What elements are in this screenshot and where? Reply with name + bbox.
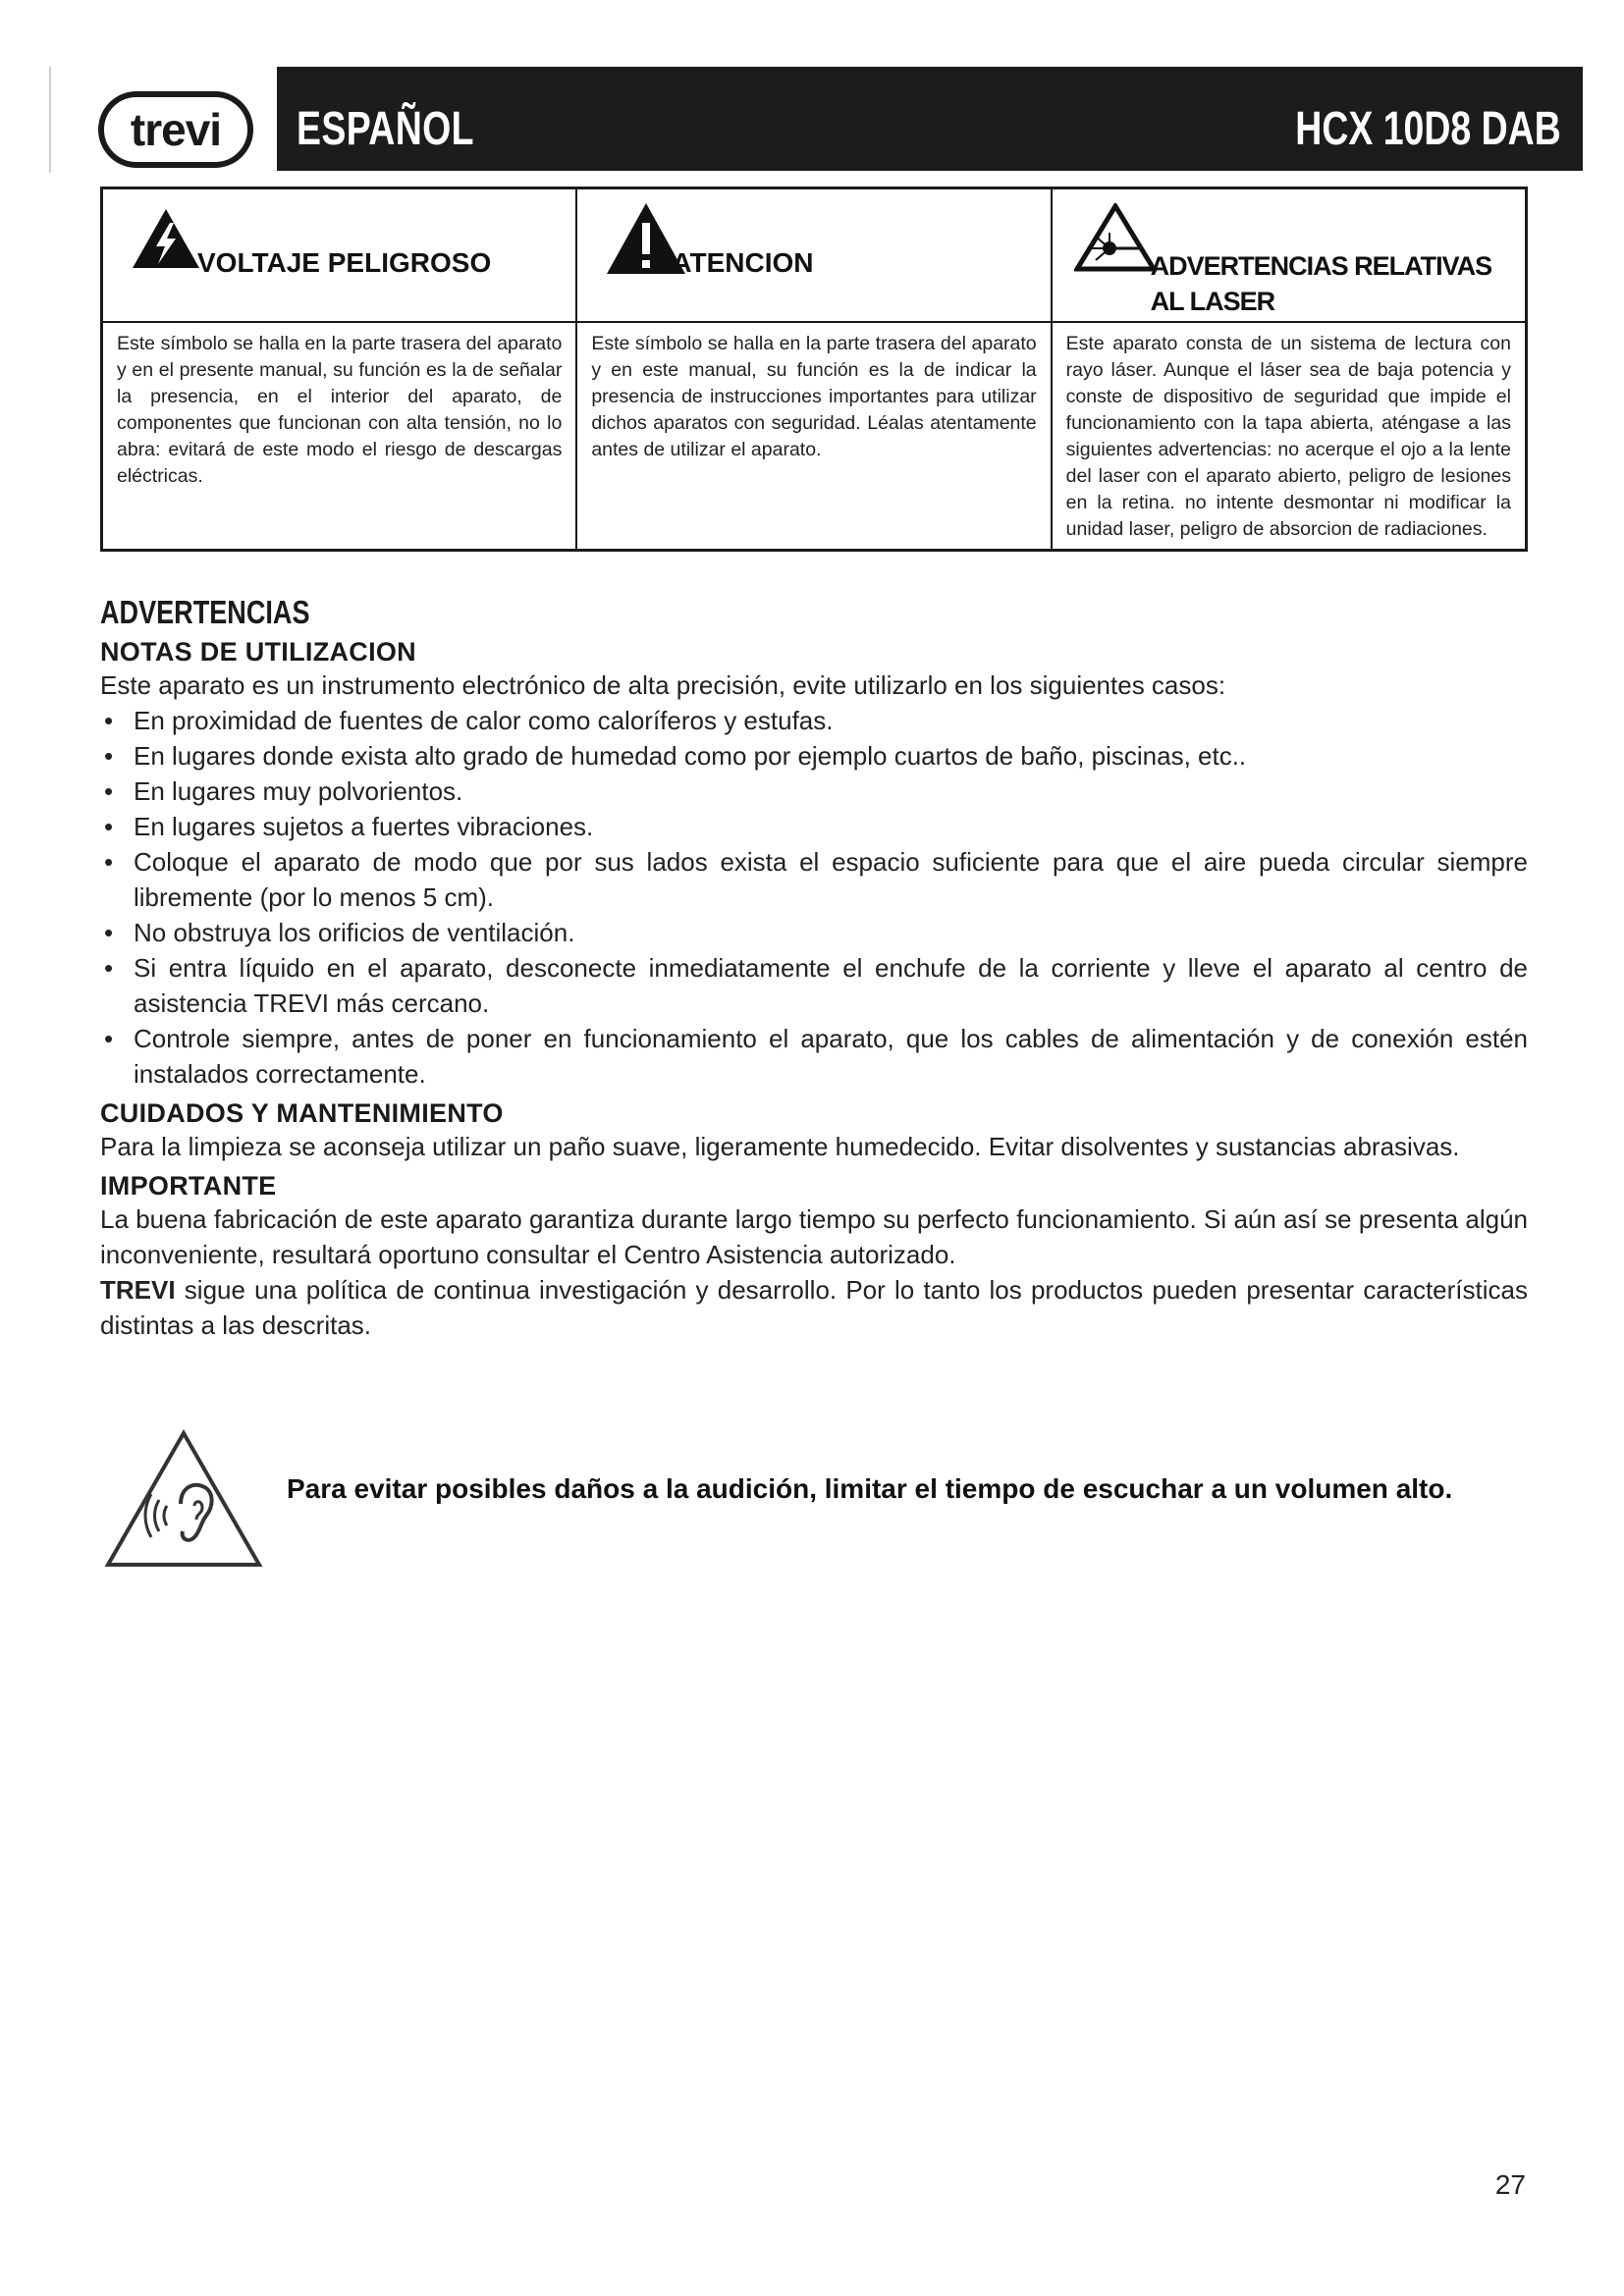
- list-item: • No obstruya los orificios de ventilación.: [100, 915, 1528, 950]
- logo-text: trevi: [130, 104, 222, 155]
- warning-col-laser: [1051, 189, 1525, 549]
- trevi-brand: TREVI: [100, 1275, 176, 1305]
- advertencias-section: [100, 593, 1528, 1343]
- usage-bullets: [100, 703, 1528, 1092]
- list-item: • En lugares muy polvorientos.: [100, 774, 1528, 809]
- cuidados-heading: CUIDADOS Y MANTENIMIENTO: [100, 1098, 504, 1128]
- warning-header: [1053, 189, 1525, 323]
- warning-header: [577, 189, 1050, 323]
- header-bar: [277, 67, 1583, 171]
- hearing-warning-icon: [104, 1429, 263, 1569]
- list-item: • Coloque el aparato de modo que por sus lados exista el espacio suficiente para que el aire pueda circular siempre libremente (por lo menos 5 cm).: [100, 844, 1528, 915]
- model-title: HCX 10D8 DAB: [1295, 103, 1561, 155]
- list-item: • En lugares sujetos a fuertes vibraciones.: [100, 809, 1528, 844]
- list-item: • En proximidad de fuentes de calor como caloríferos y estufas.: [100, 703, 1528, 738]
- trevi-logo: [98, 90, 253, 169]
- warning-header: [103, 189, 575, 323]
- warning-title: VOLTAJE PELIGROSO: [197, 247, 492, 278]
- list-item: • Controle siempre, antes de poner en funcionamiento el aparato, que los cables de alimentación y de conexión estén instalados correctamente.: [100, 1021, 1528, 1092]
- high-voltage-icon: [131, 207, 201, 270]
- warning-text: Este aparato consta de un sistema de lectura con rayo láser. Aunque el láser sea de baja potencia y conste de dispositivo de seguridad que impide el funcionamiento con la tapa abierta, aténgase a las siguientes advertencias: no acerque el ojo a la lente del laser con el aparato abierto, peligro de lesiones en la retina. no intente desmontar ni modificar la unidad laser, peligro de absorcion de radiaciones.: [1065, 333, 1511, 540]
- margin-rule: [49, 67, 51, 173]
- warning-col-attention: [575, 189, 1050, 549]
- list-item: • En lugares donde exista alto grado de humedad como por ejemplo cuartos de baño, piscinas, etc..: [100, 738, 1528, 774]
- hearing-warning-text: Para evitar posibles daños a la audición, limitar el tiempo de escuchar a un volumen alto.: [287, 1473, 1453, 1504]
- notas-heading: NOTAS DE UTILIZACION: [100, 637, 416, 667]
- warning-symbols-table: [100, 187, 1528, 552]
- section-heading: ADVERTENCIAS: [100, 594, 310, 630]
- warning-text: Este símbolo se halla en la parte trasera del aparato y en este manual, su función es la de indicar la presencia de instrucciones importantes para utilizar dichos aparatos con seguridad. Léalas atentamente antes de utilizar el aparato.: [591, 333, 1037, 460]
- warning-text: Este símbolo se halla en la parte trasera del aparato y en el presente manual, su función es la de señalar la presencia, en el interior del aparato, de componentes que funcionan con alta tensión, no lo abra: evitará de este modo el riesgo de descargas eléctricas.: [117, 333, 563, 487]
- language-title: ESPAÑOL: [297, 103, 474, 155]
- page-number: 27: [1494, 2169, 1526, 2200]
- trevi-policy-text: [100, 1272, 1528, 1343]
- warning-title: ATENCION: [672, 247, 814, 278]
- list-item: • Si entra líquido en el aparato, desconecte inmediatamente el enchufe de la corriente y lleve el aparato al centro de asistencia TREVI más cercano.: [100, 950, 1528, 1021]
- cuidados-text: Para la limpieza se aconseja utilizar un paño suave, ligeramente humedecido. Evitar disolventes y sustancias abrasivas.: [100, 1132, 1460, 1161]
- importante-heading: IMPORTANTE: [100, 1171, 277, 1201]
- laser-icon: [1074, 203, 1157, 272]
- importante-text: La buena fabricación de este aparato garantiza durante largo tiempo su perfecto funcionamiento. Si aún así se presenta algún inconveniente, resultará oportuno consultar el Centro Asistencia autorizado.: [100, 1204, 1528, 1269]
- warning-title: ADVERTENCIAS RELATIVAS AL LASER: [1150, 251, 1492, 316]
- notas-intro: Este aparato es un instrumento electrónico de alta precisión, evite utilizarlo en los siguientes casos:: [100, 670, 1226, 700]
- trevi-policy: sigue una política de continua investigación y desarrollo. Por lo tanto los productos pueden presentar características distintas a las descritas.: [100, 1275, 1528, 1340]
- warning-col-voltage: [103, 189, 575, 549]
